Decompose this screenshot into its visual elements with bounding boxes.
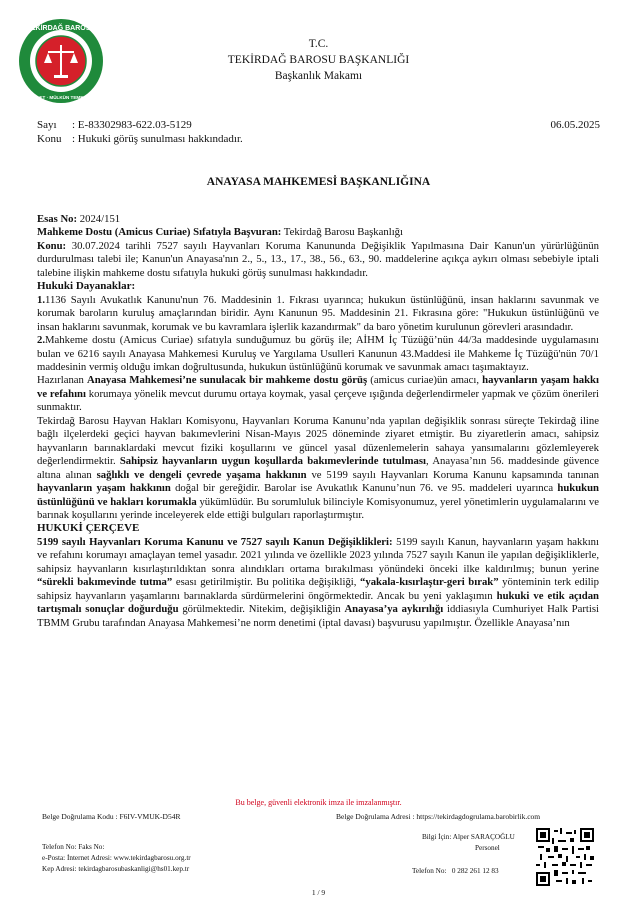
sayi-value: : E-83302983-622.03-5129: [72, 119, 192, 131]
phone-line: Telefon No: 0 282 261 12 83: [412, 867, 499, 875]
legal-basis-2: 2.Mahkeme dostu (Amicus Curiae) sıfatıyla sunduğumuz bu görüş ile; AİHM İç Tüzüğü’nün 44/3a maddesinde uygulamasını bulan ve 6216 sayılı Anayasa Mahkemesi Kuruluş ve Yargılama Usulleri Kanunun 43.Maddesi ile Mahkeme İç Tüzüğü'nün 70/1 maddesinin vermiş olduğu imkan doğrultusunda, hukukun üstünlüğünü korumak ve savunmak amacı taşımaktayız.: [37, 334, 599, 373]
legal-basis-1: 1.1136 Sayılı Avukatlık Kanunu'nun 76. Maddesinin 1. Fıkrası uyarınca; hukukun üstünlüğünü, insan haklarını savunmak ve korumak baroların kuruluş amaçlarından biridir. Aynı Kanunun 95. Maddesinin 21. Fıkrasına göre: "Hukukun üstünlüğünü ve insan haklarını savunmak, korumak ve bu kavramlara işlerlik kazandırmak" da baro yönetim kurulunun görevleri arasındadır.: [37, 293, 599, 333]
email-web: e-Posta: İnternet Adresi: www.tekirdagbarosu.org.tr: [42, 854, 191, 862]
kep-address: Kep Adresi: tekirdagbarosubaskanligi@hs01.kep.tr: [42, 865, 190, 873]
info-role: Personel: [475, 844, 500, 852]
verification-address[interactable]: Belge Doğrulama Adresi : https://tekirdagdogrulama.barobirlik.com: [336, 812, 541, 821]
applicant-line: Mahkeme Dostu (Amicus Curiae) Sıfatıyla Başvuran: Tekirdağ Barosu Başkanlığı: [37, 226, 403, 239]
document-date: 06.05.2025: [550, 119, 600, 131]
law-5199-paragraph: 5199 sayılı Hayvanları Koruma Kanunu ve 7527 sayılı Kanun Değişiklikleri: 5199 sayılı Kanun, hayvanların yaşam hakkını ve refahını korumayı amaçlayan temel yasadır. 2021 yılında ve özellikle 2023 yılında 7527 sayılı Kanun ile yapılan değişikliklerle, sahipsiz hayvanların kısırlaştırıldıktan sonra alındıkları ortama bırakılması yönündeki önceki ilke kaldırılmış; bunun yerine “sürekli bakımevinde tutma” esası getirilmiştir. Bu politika değişikliği, “yakala-kısırlaştır-geri bırak” yönteminin terk edilip sahipsiz hayvanların yaşamlarını barınaklarda sürdürmelerini öngörmektedir. Ancak bu yeni yaklaşımın hukuki ve etik açıdan tartışmalı sonuçlar doğurduğu görülmektedir. Nitekim, değişikliğin Anayasa’ya aykırılığı iddiasıyla Cumhuriyet Halk Partisi TBMM Grubu tarafından Anayasa Mahkemesi’ne norm denetimi (iptal davası) başvurusu yapılmıştır. Özellikle Anayasa’nın: [37, 535, 600, 629]
contact-block: [42, 842, 191, 875]
document-body: [37, 213, 599, 630]
konu-label: Konu: [37, 133, 62, 145]
tel-fax: Telefon No: Faks No:: [42, 843, 105, 851]
page-number: 1 / 9: [311, 888, 326, 897]
svg-text:TEKİRDAĞ BAROSU: TEKİRDAĞ BAROSU: [26, 25, 96, 32]
info-block: Bilgi İçin: Alper SARAÇOĞLU: [422, 833, 515, 841]
svg-text:ADALET · MÜLKÜN TEMELİDİR: ADALET · MÜLKÜN TEMELİDİR: [26, 95, 96, 100]
legal-basis-heading: Hukuki Dayanaklar:: [37, 280, 136, 293]
header-institution: TEKİRDAĞ BAROSU BAŞKANLIĞI: [227, 54, 410, 66]
purpose-paragraph: Hazırlanan Anayasa Mahkemesi’ne sunulacak bir mahkeme dostu görüş (amicus curiae)ün amacı, hayvanların yaşam hakkı ve refahını korumaya yönelik mevcut durumu ortaya koymak, yasal çerçeve ışığında değerlendirmeler yapmak ve çözüm önerileri sunmaktır.: [37, 374, 599, 414]
subject-paragraph: Konu: 30.07.2024 tarihli 7527 sayılı Hayvanları Koruma Kanununda Değişiklik Yapılmasına Dair Kanun'un yürürlüğünün durdurulması talebi ile; Kanun'un Anayasa'nın 2., 5., 13., 17., 38., 56., 63., 90. maddelerine açıkça aykırı olması sebebiyle iptali talebine ilişkin mahkeme dostu sıfatıyla hukuki görüş sunulması hakkındadır.: [37, 239, 599, 279]
commission-paragraph: Tekirdağ Barosu Hayvan Hakları Komisyonu, Hayvanları Koruma Kanunu’nda yapılan değişiklik sonrası süreçte Tekirdağ iline bağlı ilçelerdeki geçici hayvan bakımevlerini Nisan-Mayıs 2025 döneminde ziyaret etmiştir. Bu ziyaretlerin amacı, sahipsiz hayvanların barınaklardaki mevcut fiziki koşullarını ve güncel yasal düzenlemelerin sahaya yansımalarını gözlemleyerek değerlendirmektir. Sahipsiz hayvanların uygun koşullarda bakımevlerinde tutulması, Anayasa’nın 56. maddesinde güvence altına alınan sağlıklı ve dengeli çevrede yaşama hakkının ve 5199 sayılı Hayvanları Koruma Kanunu kapsamında tanınan hayvanların yaşam hakkının doğal bir gereğidir. Barolar ise Avukatlık Kanunu’nun 76. ve 95. maddeleri uyarınca hukukun üstünlüğünü ve hakları korumakla yükümlüdür. Bu sorumluluk bilinciyle Komisyonumuz, yerel yönetimlerin uygulamalarını ve barınak koşullarını yerinde inceleyerek elde ettiği bulguları raporlaştırmıştır.: [37, 414, 599, 521]
verification-qr-code[interactable]: [536, 828, 594, 886]
header-tc: T.C.: [308, 38, 329, 50]
e-signature-notice: Bu belge, güvenli elektronik imza ile imzalanmıştır.: [235, 798, 402, 807]
esas-line: Esas No: 2024/151: [37, 213, 121, 225]
verification-code: Belge Doğrulama Kodu : F6IV-VMUK-D54R: [42, 812, 181, 821]
header-office: Başkanlık Makamı: [274, 70, 363, 82]
document-title: ANAYASA MAHKEMESİ BAŞKANLIĞINA: [206, 176, 431, 188]
legal-framework-heading: HUKUKİ ÇERÇEVE: [37, 522, 140, 535]
konu-value: : Hukuki görüş sunulması hakkındadır.: [72, 133, 243, 145]
sayi-label: Sayı: [37, 119, 57, 131]
